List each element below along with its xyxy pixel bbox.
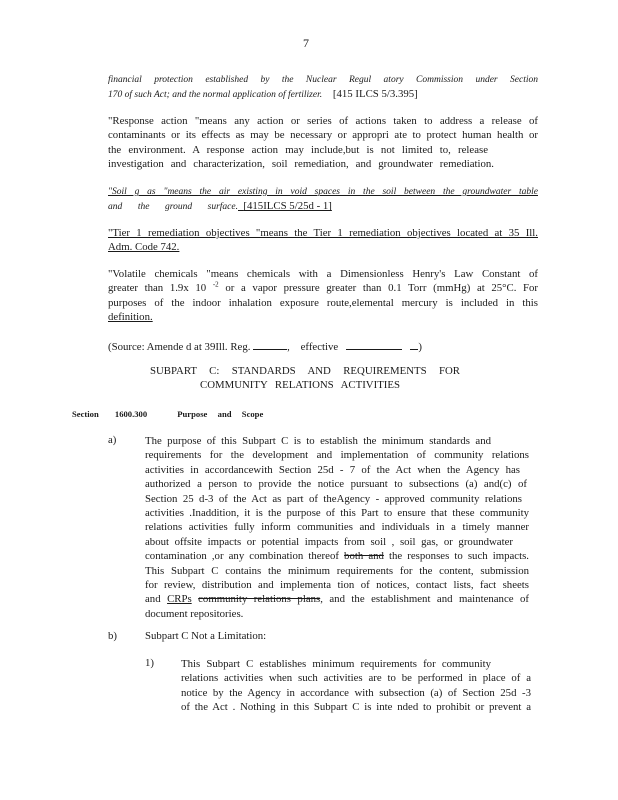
section-heading	[72, 409, 263, 419]
paragraph-response-action	[108, 114, 538, 172]
item-b1-body	[181, 657, 531, 715]
item-a-line-9	[145, 549, 529, 563]
item-b1-line-3: notice by the Agency in accordance with subsection (a) of Section 25d -3	[181, 686, 531, 699]
volatile-line-2	[108, 281, 538, 295]
section-label: Section	[72, 409, 99, 419]
item-a-crps: CRPs	[167, 593, 192, 606]
item-a-line-3: activities in accordancewith Section 25d - 7 of the Act when the Agency has	[145, 463, 520, 476]
response-line-1: "Response action "means any action or series of actions taken to address a release of	[108, 115, 538, 127]
item-b1-line-1: This Subpart C establishes minimum requirements for community	[181, 658, 491, 670]
soil-gas-line-2	[108, 199, 538, 214]
financial-citation: [415 ILCS 5/3.395]	[332, 88, 418, 101]
source-register-blank	[253, 338, 287, 350]
item-b1-label: 1)	[145, 657, 154, 669]
subpart-heading-line-1: SUBPART C: STANDARDS AND REQUIREMENTS FOR	[150, 365, 460, 377]
source-text: (Source: Amende d at 39Ill. Reg.	[108, 341, 251, 353]
item-a-line-8: about offsite impacts or potential impacts from soil , soil gas, or groundwater	[145, 535, 513, 548]
paragraph-volatile-chemicals	[108, 267, 538, 325]
item-a-line-7: relations activities fully inform communities and individuals in a timely manner	[145, 521, 529, 534]
source-effective: effective	[300, 341, 339, 353]
section-number: 1600.300	[114, 409, 148, 419]
volatile-line-4: definition.	[108, 311, 153, 324]
source-note	[108, 338, 538, 354]
item-a-deleted-community-relations-plans: community relations plans	[198, 593, 321, 606]
financial-line-2-italic: 170 of such Act; and the normal application of fertilizer.	[108, 90, 323, 101]
soil-gas-line-1: "Soil g as "means the air existing in void spaces in the soil between the groundwater table	[108, 187, 538, 197]
item-a-deleted-both-and: both and	[344, 550, 384, 563]
item-a-line-13: document repositories.	[145, 607, 244, 620]
response-line-4: investigation and characterization, soil remediation, and groundwater remediation.	[108, 158, 494, 171]
section-title: Purpose and Scope	[177, 409, 264, 419]
volatile-line-1: "Volatile chemicals "means chemicals with a Dimensionless Henry's Law Constant of	[108, 268, 538, 280]
volatile-exponent: -2	[212, 280, 219, 289]
item-a-line-1: The purpose of this Subpart C is to establish the minimum standards and	[145, 435, 491, 447]
item-b-text: Subpart C Not a Limitation:	[145, 630, 267, 642]
response-line-2: contaminants or its effects as may be necessary or appropri ate to protect human health or	[108, 129, 538, 142]
tier1-line-2: Adm. Code 742.	[108, 241, 180, 254]
item-a-body	[145, 434, 529, 621]
item-a-line-10: This Subpart C contains the minimum requirements for the content, submission	[145, 564, 529, 577]
item-a-line-9-rest: the responses to such impacts.	[389, 550, 530, 563]
item-b1-line-4: of the Act . Nothing in this Subpart C is inte nded to prohibit or prevent a	[181, 701, 531, 714]
subpart-heading-line-2: COMMUNITY RELATIONS ACTIVITIES	[200, 379, 400, 392]
item-a-label: a)	[108, 434, 117, 446]
financial-line-1: financial protection established by the Nuclear Regul atory Commission under Section	[108, 75, 538, 85]
subpart-heading	[150, 364, 460, 393]
item-b1-line-2: relations activities when such activities are to be performed in place of a	[181, 672, 531, 685]
item-a-line-6: activities .Inaddition, it is the purpose of this Part to ensure that these community	[145, 507, 529, 520]
item-a-line-12-and: and	[145, 593, 161, 606]
financial-line-2	[108, 87, 538, 102]
soil-gas-line-2-italic: and the ground surface.	[108, 202, 238, 213]
item-a-line-5: Section 25 d-3 of the Act as part of theAgency - approved community relations	[145, 492, 522, 505]
tier1-line-1: "Tier 1 remediation objectives "means the Tier 1 remediation objectives located at 35 Ill.	[108, 227, 538, 239]
source-comma: ,	[287, 341, 290, 353]
paragraph-financial-protection	[108, 73, 538, 103]
item-a-line-12-rest: , and the establishment and maintenance of	[320, 593, 529, 606]
item-a-line-4: authorized a person to provide the notice pursuant to subsections (a) and(c) of	[145, 478, 527, 491]
soil-gas-citation: [415ILCS 5/25d - 1]	[243, 200, 332, 213]
paragraph-tier-1	[108, 226, 538, 255]
item-a-line-11: for review, distribution and implementa tion of notices, contact lists, fact sheets	[145, 579, 529, 592]
paragraph-soil-gas	[108, 185, 538, 215]
item-a-line-2: requirements for the development and implementation of community relations	[145, 449, 529, 462]
volatile-line-2b: or a vapor pressure greater than 0.1 Torr (mmHg) at 25°C. For	[225, 282, 539, 295]
volatile-line-3: purposes of the indoor inhalation exposure route,elemental mercury is included in this	[108, 296, 538, 309]
item-a-line-12	[145, 592, 529, 606]
source-close: )	[418, 341, 423, 353]
item-b-label: b)	[108, 630, 117, 642]
page-number: 7	[303, 36, 309, 50]
volatile-line-2a: greater than 1.9x 10	[108, 282, 207, 295]
item-a-line-9-text: contamination ,or any combination thereof	[145, 550, 339, 563]
source-effective-blank	[346, 338, 402, 350]
response-line-3: the environment. A response action may include,but is not limited to, release	[108, 143, 488, 156]
